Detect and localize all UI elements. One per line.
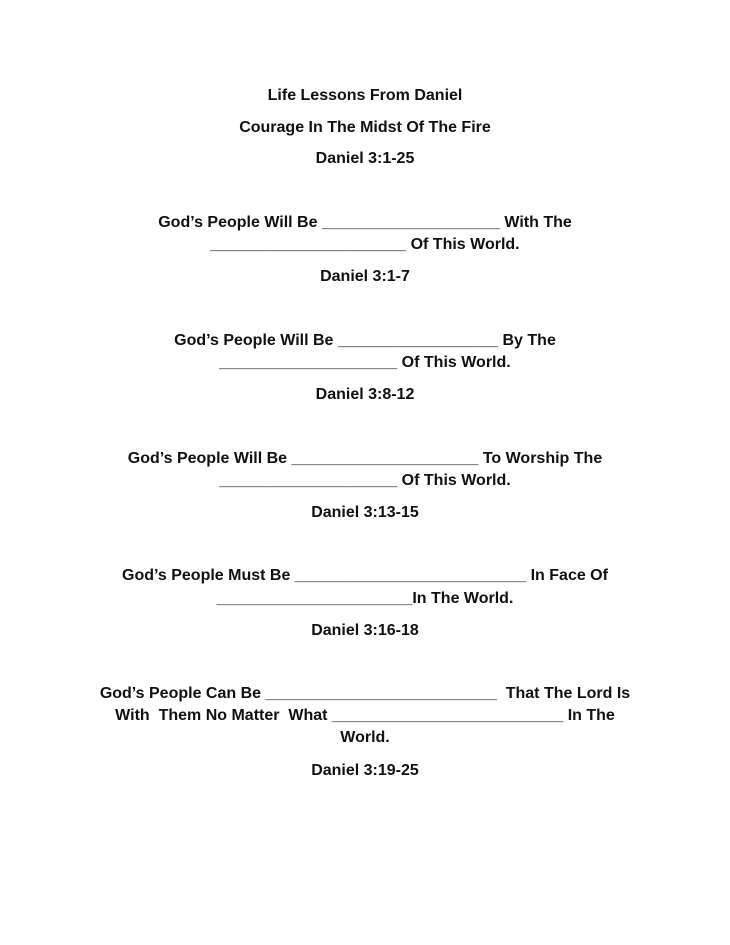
point-text-line: God’s People Will Be __________________ By The (174, 332, 556, 349)
point-text-line: ______________________In The World. (216, 590, 514, 607)
point-text-line: God’s People Must Be __________________________ In Face Of (122, 567, 608, 584)
point-text-line: God’s People Can Be __________________________ That The Lord Is (99, 685, 631, 702)
series-title: Life Lessons From Daniel (267, 87, 463, 104)
point-text-line: ______________________ Of This World. (210, 236, 520, 253)
scripture-reference: Daniel 3:1-7 (320, 268, 410, 285)
point-text-line: ____________________ Of This World. (219, 354, 511, 371)
main-scripture-reference: Daniel 3:1-25 (315, 150, 415, 167)
scripture-reference: Daniel 3:16-18 (311, 622, 419, 639)
point-text-line: God’s People Will Be _____________________ To Worship The (127, 450, 603, 467)
scripture-reference: Daniel 3:19-25 (311, 762, 419, 779)
scripture-reference: Daniel 3:8-12 (315, 386, 415, 403)
point-text-line: With Them No Matter What __________________________ In The (115, 707, 615, 724)
point-text-line: ____________________ Of This World. (219, 472, 511, 489)
scripture-reference: Daniel 3:13-15 (311, 504, 419, 521)
point-text-line: God’s People Will Be ____________________ With The (158, 214, 572, 231)
point-text-line: World. (340, 729, 390, 746)
sermon-title: Courage In The Midst Of The Fire (239, 119, 491, 136)
